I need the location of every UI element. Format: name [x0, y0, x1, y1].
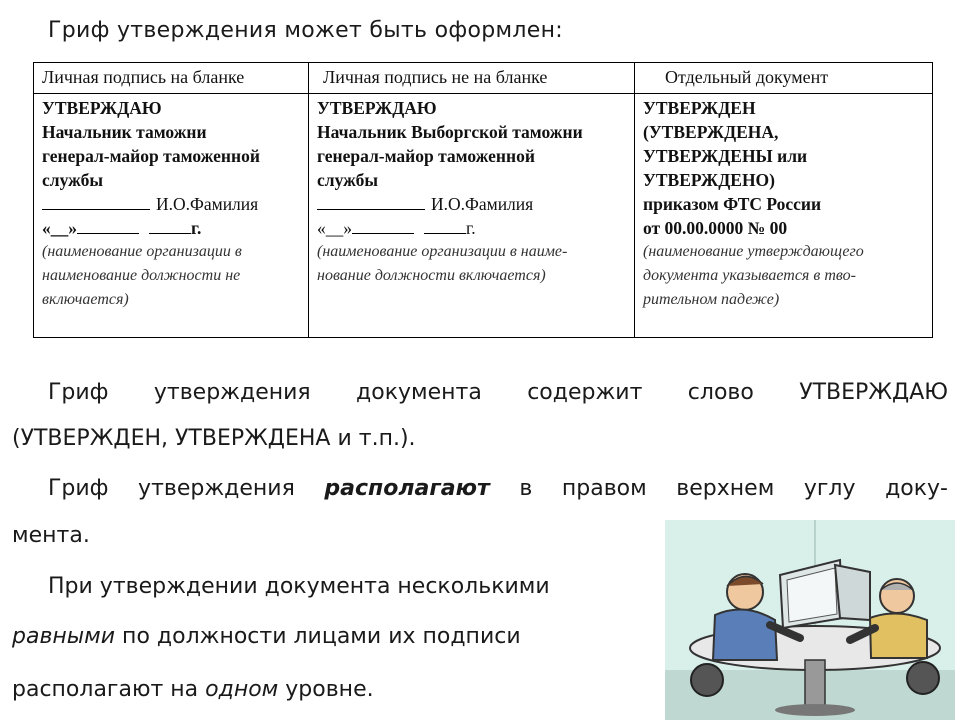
- year-blank: [424, 219, 466, 234]
- position-line: Начальник Выборгской таможни: [317, 122, 583, 142]
- emphasis-text: равными: [12, 624, 116, 649]
- stamp-variant: УТВЕРЖДЕНО): [643, 170, 776, 190]
- note-line: (наименование организации в наиме-: [317, 243, 568, 260]
- note-line: рительном падеже): [643, 291, 780, 308]
- header-cell-separate-doc: Отдельный документ: [635, 63, 933, 94]
- paragraph-1-line-2: (УТВЕРЖДЕН, УТВЕРЖДЕНА и т.п.).: [12, 426, 416, 451]
- rank-line: генерал-майор таможенной: [42, 146, 260, 166]
- header-cell-off-form: Личная подпись не на бланке: [309, 63, 635, 94]
- stamp-word: УТВЕРЖДАЮ: [42, 98, 162, 118]
- rank-line: генерал-майор таможенной: [317, 146, 535, 166]
- note-line: наименование должности не: [42, 267, 241, 284]
- year-blank: [149, 219, 191, 234]
- stamp-word: УТВЕРЖДЕН: [643, 98, 756, 118]
- stamp-variant: (УТВЕРЖДЕНА,: [643, 122, 779, 142]
- date-line: «__» г.: [42, 218, 202, 238]
- approval-stamp-table: [33, 62, 933, 338]
- paragraph-3-line-3: располагают на одном уровне.: [12, 677, 374, 702]
- paragraph-1-line-1: Гриф утверждения документа содержит слово УТВЕРЖДАЮ: [48, 380, 948, 405]
- slide-heading: Гриф утверждения может быть оформлен:: [48, 18, 563, 43]
- signature-blank: [317, 195, 425, 210]
- month-blank: [352, 219, 414, 234]
- date-line: «__» г.: [317, 218, 476, 238]
- table-header-row: [34, 63, 933, 94]
- cell-off-form: [309, 94, 635, 338]
- cell-separate-doc: [635, 94, 933, 338]
- signature-line: И.О.Фамилия: [317, 192, 626, 216]
- header-cell-on-form: Личная подпись на бланке: [34, 63, 309, 94]
- table-body-row: [34, 94, 933, 338]
- note-line: (наименование утверждающего: [643, 243, 864, 260]
- signature-blank: [42, 195, 150, 210]
- cell-on-form: [34, 94, 309, 338]
- signature-line: И.О.Фамилия: [42, 192, 300, 216]
- order-line: приказом ФТС России: [643, 194, 822, 214]
- position-line: Начальник таможни: [42, 122, 207, 142]
- note-line: нование должности включается): [317, 267, 546, 284]
- stamp-variant: УТВЕРЖДЕНЫ или: [643, 146, 808, 166]
- emphasis-text: одном: [205, 677, 279, 702]
- emphasis-text: располагают: [324, 476, 490, 501]
- stamp-word: УТВЕРЖДАЮ: [317, 98, 437, 118]
- note-line: включается): [42, 291, 129, 308]
- paragraph-2-line-1: Гриф утверждения располагают в правом верхнем углу доку-: [48, 476, 948, 501]
- paragraph-3-line-2: равными по должности лицами их подписи: [12, 624, 521, 649]
- rank-line-cont: службы: [317, 170, 378, 190]
- paragraph-2-line-2: мента.: [12, 523, 90, 548]
- paragraph-3-line-1: При утверждении документа несколькими: [48, 574, 550, 599]
- order-date-line: от 00.00.0000 № 00: [643, 218, 788, 238]
- note-line: документа указывается в тво-: [643, 267, 856, 284]
- office-workers-illustration: [665, 520, 955, 720]
- month-blank: [77, 219, 139, 234]
- note-line: (наименование организации в: [42, 243, 242, 260]
- rank-line-cont: службы: [42, 170, 103, 190]
